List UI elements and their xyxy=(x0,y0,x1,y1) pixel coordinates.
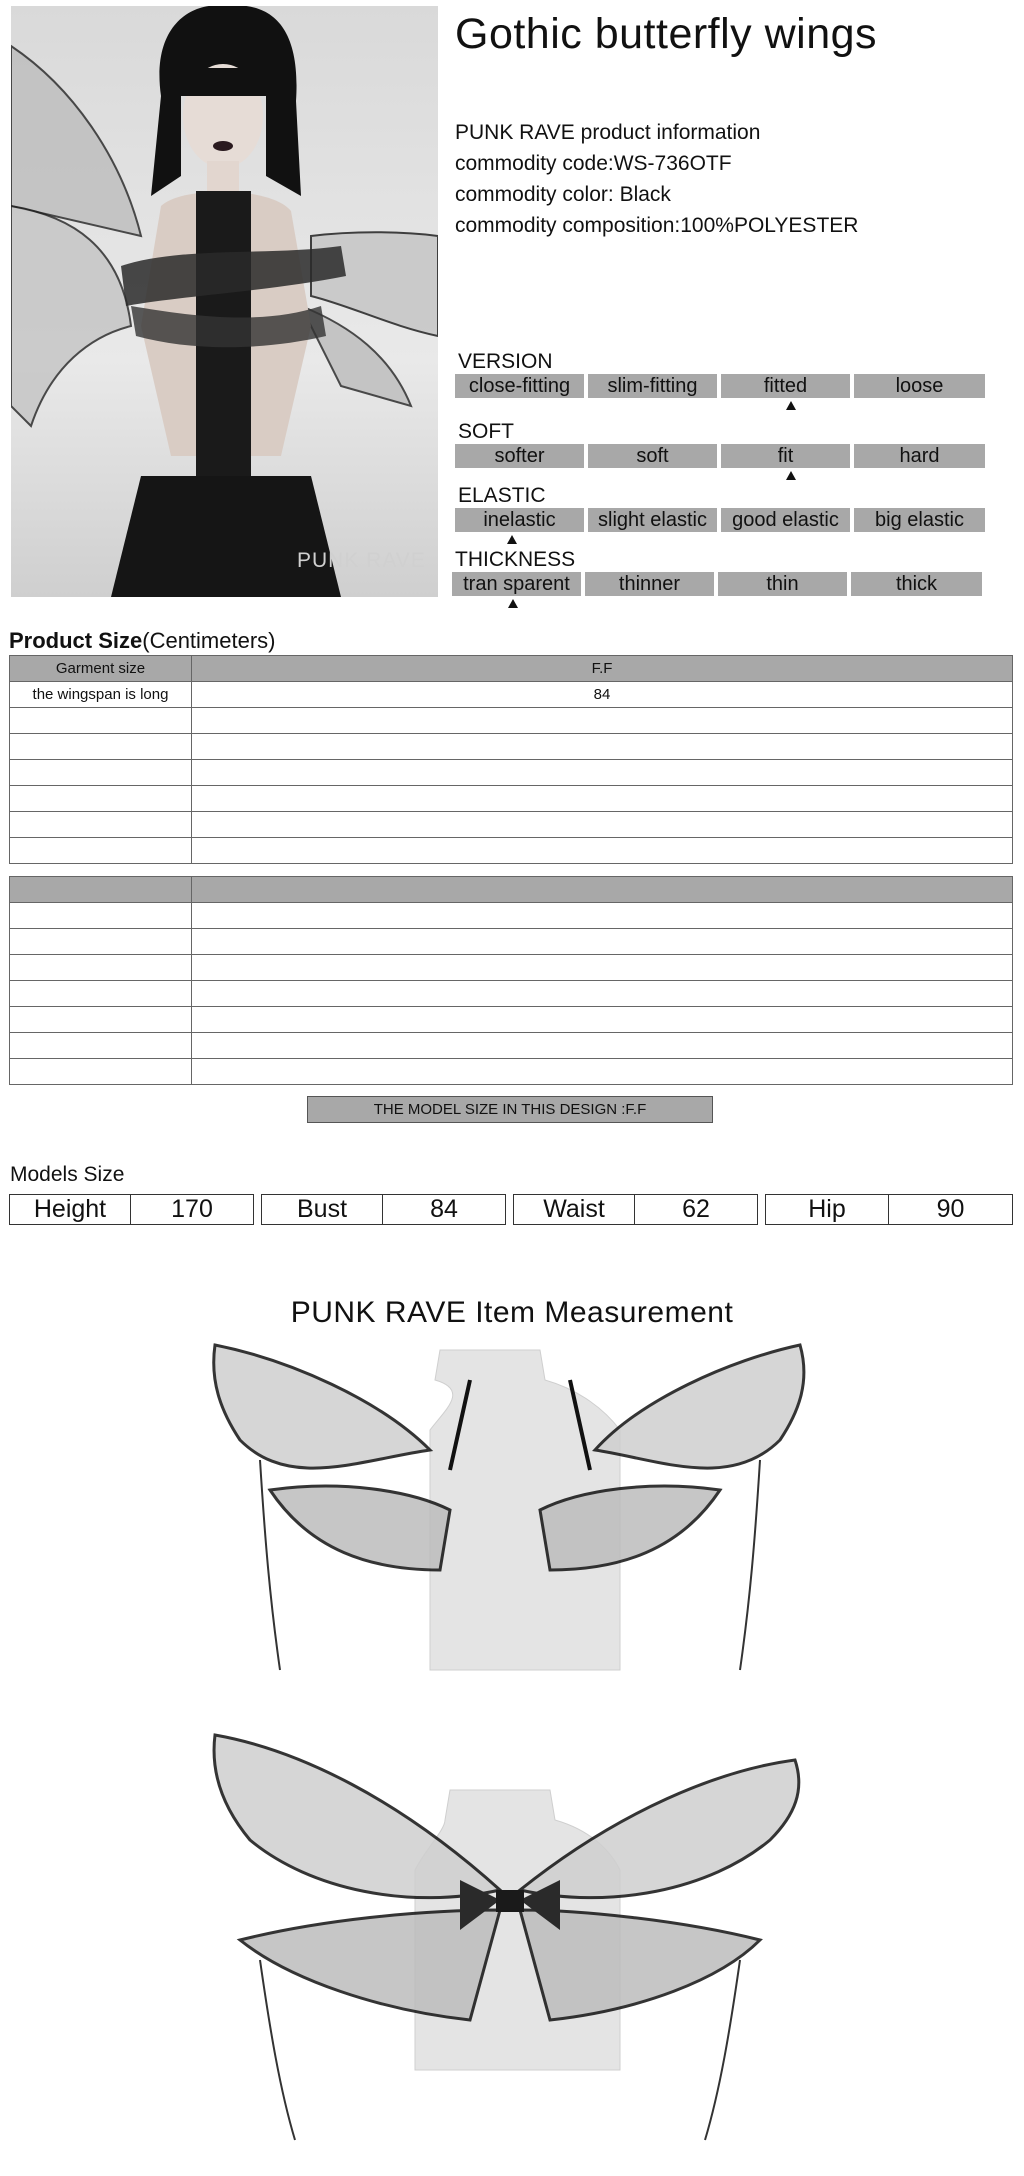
commodity-code-row xyxy=(455,148,858,179)
elastic-marker-icon xyxy=(507,535,517,544)
table-row xyxy=(10,1059,1013,1085)
commodity-color-value: Black xyxy=(619,183,671,206)
product-photo xyxy=(11,6,438,597)
elastic-label: ELASTIC xyxy=(458,484,546,507)
commodity-color-row xyxy=(455,179,858,210)
table-row xyxy=(10,955,1013,981)
elastic-option-slight-elastic: slight elastic xyxy=(588,508,717,532)
table-row xyxy=(10,734,1013,760)
models-size-label: Models Size xyxy=(10,1163,125,1186)
measurement-title: PUNK RAVE Item Measurement xyxy=(290,1296,734,1329)
model-bust-key: Bust xyxy=(261,1194,383,1225)
product-title: Gothic butterfly wings xyxy=(455,10,878,58)
table-row xyxy=(10,1033,1013,1059)
table-row xyxy=(10,903,1013,929)
soft-marker-icon xyxy=(786,471,796,480)
commodity-code-value: WS-736OTF xyxy=(613,152,732,175)
elastic-option-big-elastic: big elastic xyxy=(854,508,985,532)
model-hip xyxy=(765,1194,1013,1225)
header-garment-size: Garment size xyxy=(10,656,192,682)
soft-label: SOFT xyxy=(458,420,514,443)
soft-option-softer: softer xyxy=(455,444,584,468)
extra-size-table xyxy=(9,876,1013,1085)
table-row xyxy=(10,981,1013,1007)
commodity-composition-row xyxy=(455,210,858,241)
soft-option-fit: fit xyxy=(721,444,850,468)
thickness-marker-icon xyxy=(508,599,518,608)
brand-watermark: PUNK RAVE xyxy=(297,549,426,572)
commodity-composition-label: commodity composition: xyxy=(455,214,681,237)
model-hip-key: Hip xyxy=(765,1194,889,1225)
table-row xyxy=(10,682,1013,708)
model-height-key: Height xyxy=(9,1194,131,1225)
thickness-option-transparent: tran sparent xyxy=(452,572,581,596)
thickness-option-thinner: thinner xyxy=(585,572,714,596)
table-row xyxy=(10,786,1013,812)
commodity-code-label: commodity code: xyxy=(455,152,614,175)
model-size-in-design: THE MODEL SIZE IN THIS DESIGN :F.F xyxy=(307,1096,713,1123)
model-waist-key: Waist xyxy=(513,1194,635,1225)
product-size-unit: (Centimeters) xyxy=(142,628,276,653)
thickness-label: THICKNESS xyxy=(455,548,576,571)
thickness-option-thick: thick xyxy=(851,572,982,596)
commodity-color-label: commodity color: xyxy=(455,183,614,206)
model-height xyxy=(9,1194,254,1225)
product-info xyxy=(455,117,858,241)
version-option-slim-fitting: slim-fitting xyxy=(588,374,717,398)
table-row xyxy=(10,708,1013,734)
table-row xyxy=(10,760,1013,786)
commodity-composition-value: 100%POLYESTER xyxy=(680,214,859,237)
brand-line: PUNK RAVE product information xyxy=(455,121,761,144)
soft-options xyxy=(455,444,985,468)
table-row xyxy=(10,929,1013,955)
table-row xyxy=(10,812,1013,838)
elastic-options xyxy=(455,508,985,532)
wings-back-image xyxy=(200,1730,820,2150)
thickness-option-thin: thin xyxy=(718,572,847,596)
model-hip-value: 90 xyxy=(889,1194,1013,1225)
version-option-fitted: fitted xyxy=(721,374,850,398)
elastic-option-inelastic: inelastic xyxy=(455,508,584,532)
soft-option-hard: hard xyxy=(854,444,985,468)
soft-option-soft: soft xyxy=(588,444,717,468)
row-label-wingspan: the wingspan is long xyxy=(10,682,192,708)
thickness-options xyxy=(452,572,982,596)
table-row xyxy=(10,838,1013,864)
version-options xyxy=(455,374,985,398)
elastic-option-good-elastic: good elastic xyxy=(721,508,850,532)
product-size-heading: Product Size xyxy=(9,628,143,653)
wings-front-image xyxy=(200,1340,820,1720)
product-size-title xyxy=(9,628,276,654)
model-waist-value: 62 xyxy=(635,1194,758,1225)
table-header-row xyxy=(10,877,1013,903)
table-header-row xyxy=(10,656,1013,682)
model-waist xyxy=(513,1194,758,1225)
table-row xyxy=(10,1007,1013,1033)
version-label: VERSION xyxy=(458,350,553,373)
version-marker-icon xyxy=(786,401,796,410)
model-bust-value: 84 xyxy=(383,1194,506,1225)
version-option-close-fitting: close-fitting xyxy=(455,374,584,398)
model-height-value: 170 xyxy=(131,1194,254,1225)
version-option-loose: loose xyxy=(854,374,985,398)
models-size-table xyxy=(9,1194,1013,1225)
model-bust xyxy=(261,1194,506,1225)
row-value-wingspan: 84 xyxy=(192,682,1013,708)
model-illustration xyxy=(11,6,438,597)
product-size-table xyxy=(9,655,1013,864)
header-size-ff: F.F xyxy=(192,656,1013,682)
